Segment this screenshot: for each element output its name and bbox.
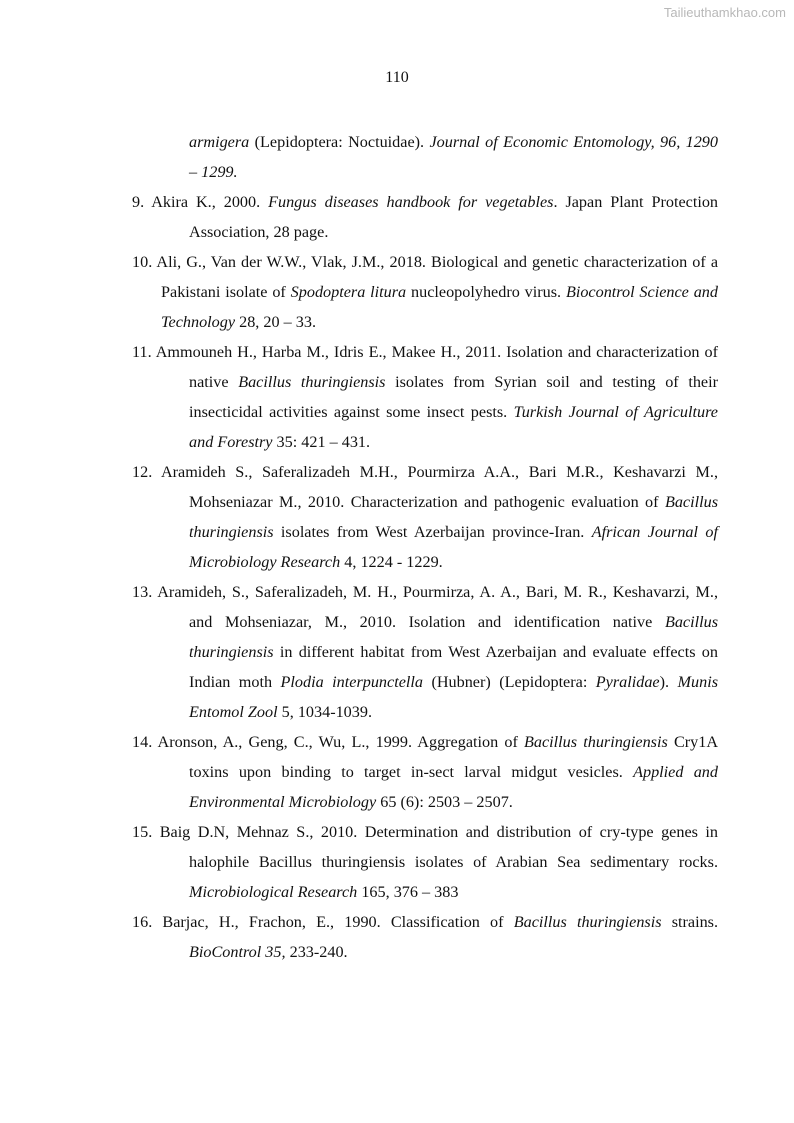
reference-text: (Lepidoptera: Noctuidae). xyxy=(249,133,430,151)
reference-italic-text: Bacillus thuringiensis xyxy=(513,913,662,931)
reference-item xyxy=(132,577,718,727)
reference-italic-text: Fungus diseases handbook for vegetables xyxy=(268,193,554,211)
reference-italic-text: Turkish Journal of Agriculture and Forestry xyxy=(189,403,718,451)
reference-item xyxy=(132,727,718,817)
reference-item xyxy=(132,247,718,337)
reference-text: ). xyxy=(659,673,678,691)
page-number: 110 xyxy=(385,69,409,86)
reference-text: isolates from West Azerbaijan province-Iran. xyxy=(273,523,592,541)
reference-italic-text: African Journal of Microbiology Research xyxy=(189,523,718,571)
reference-text: in different habitat from West Azerbaijan and evaluate effects on Indian moth xyxy=(189,643,718,691)
reference-text: 14. Aronson, A., Geng, C., Wu, L., 1999. Aggregation of xyxy=(132,733,525,751)
reference-text: 15. Baig D.N, Mehnaz S., 2010. Determination and distribution of cry-type genes in halophile Bacillus thuringiensis isolates of Arabian Sea sedimentary rocks. xyxy=(132,823,718,871)
reference-item xyxy=(132,457,718,577)
reference-text: (Hubner) (Lepidoptera: xyxy=(422,673,596,691)
reference-italic-text: Spodoptera litura xyxy=(290,283,407,301)
reference-text: strains. xyxy=(661,913,719,931)
reference-italic-text: Microbiological Research xyxy=(189,883,358,901)
reference-item xyxy=(132,907,718,967)
reference-italic-text: Bacillus thuringiensis xyxy=(238,373,386,391)
reference-text: 65 (6): 2503 – 2507. xyxy=(376,793,513,811)
reference-italic-text: Bacillus thuringiensis xyxy=(189,613,718,661)
reference-text: 5, 1034-1039. xyxy=(277,703,373,721)
reference-text: 4, 1224 - 1229. xyxy=(340,553,443,571)
reference-italic-text: Munis Entomol Zool xyxy=(189,673,718,721)
reference-italic-text: Biocontrol Science and Technology xyxy=(161,283,718,331)
reference-text: 12. Aramideh S., Saferalizadeh M.H., Pourmirza A.A., Bari M.R., Keshavarzi M., Mohseniazar M., 2010. Characterization and pathogenic evaluation of xyxy=(132,463,718,511)
reference-italic-text: Bacillus thuringiensis xyxy=(524,733,668,751)
watermark: Tailieuthamkhao.com xyxy=(663,5,786,20)
reference-list xyxy=(132,127,718,967)
reference-italic-text: Journal of Economic Entomology, 96, 1290 – 1299. xyxy=(189,133,718,181)
reference-text: 35: 421 – 431. xyxy=(272,433,371,451)
reference-italic-text: Bacillus thuringiensis xyxy=(189,493,718,541)
reference-text: 9. Akira K., 2000. xyxy=(132,193,269,211)
reference-italic-text: Pyralidae xyxy=(595,673,660,691)
reference-text: 13. Aramideh, S., Saferalizadeh, M. H., Pourmirza, A. A., Bari, M. R., Keshavarzi, M., and Mohseniazar, M., 2010. Isolation and identification native xyxy=(132,583,718,631)
reference-text: 165, 376 – 383 xyxy=(357,883,459,901)
reference-text: 11. Ammouneh H., Harba M., Idris E., Makee H., 2011. Isolation and characterization of native xyxy=(132,343,718,391)
reference-text: . Japan Plant Protection Association, 28 page. xyxy=(189,193,719,241)
reference-italic-text: Applied and Environmental Microbiology xyxy=(189,763,718,811)
reference-item xyxy=(132,127,718,187)
reference-text: 16. Barjac, H., Frachon, E., 1990. Classification of xyxy=(132,913,514,931)
reference-item xyxy=(132,187,718,247)
reference-italic-text: BioControl 35, xyxy=(189,943,286,961)
reference-text: 233-240. xyxy=(285,943,348,961)
reference-text: 10. Ali, G., Van der W.W., Vlak, J.M., 2018. Biological and genetic characterization of a Pakistani isolate of xyxy=(132,253,718,301)
reference-text: 28, 20 – 33. xyxy=(235,313,316,331)
reference-text: isolates from Syrian soil and testing of their insecticidal activities against some insect pests. xyxy=(189,373,718,421)
reference-item xyxy=(132,817,718,907)
reference-text: Cry1A toxins upon binding to target in-sect larval midgut vesicles. xyxy=(189,733,719,781)
reference-italic-text: armigera xyxy=(189,133,250,151)
reference-item xyxy=(132,337,718,457)
reference-text: nucleopolyhedro virus. xyxy=(406,283,566,301)
reference-italic-text: Plodia interpunctella xyxy=(280,673,423,691)
